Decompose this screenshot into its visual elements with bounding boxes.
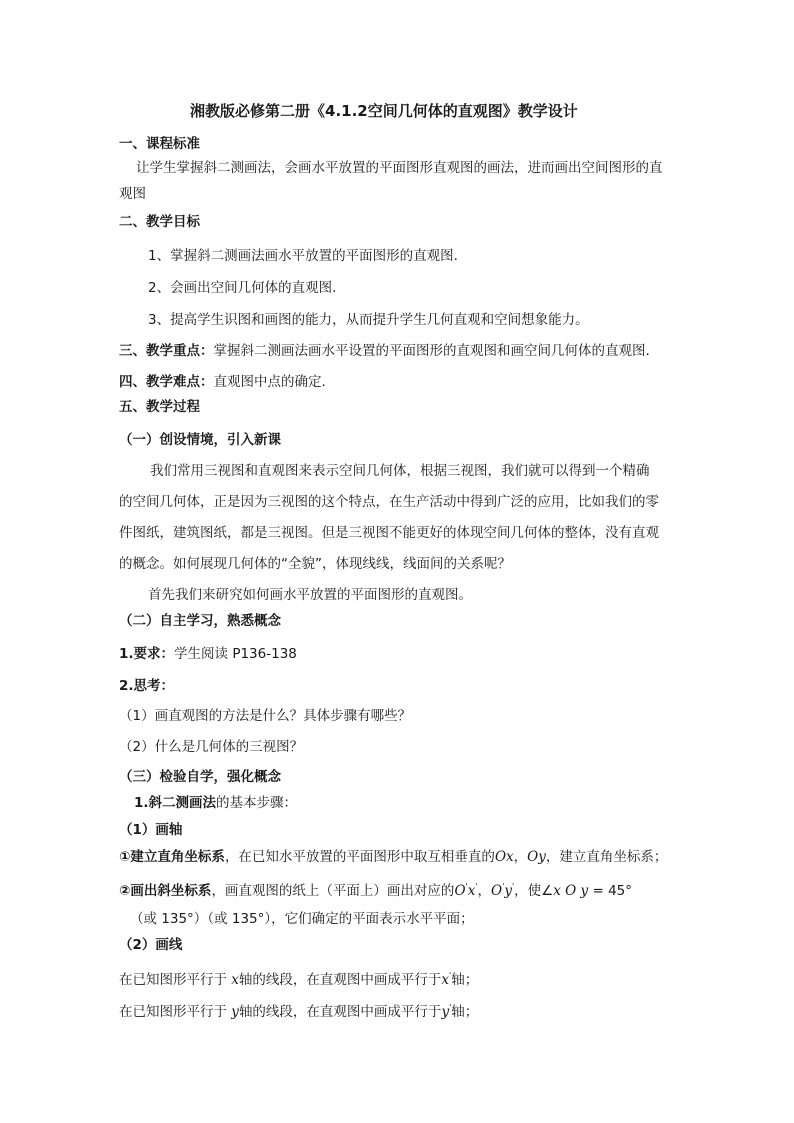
axis-o: O <box>491 883 503 899</box>
step-1-bold: ①建立直角坐标系 <box>119 849 225 865</box>
section-1-heading: 一、课程标准 <box>119 136 200 152</box>
requirement-label: 1.要求： <box>119 646 175 662</box>
step-2-line-2: （或 135°）（或 135°），它们确定的平面表示水平平面； <box>130 911 474 927</box>
var-x-prime: x <box>441 972 450 988</box>
axis-oy: Oy <box>527 849 546 865</box>
method-heading <box>134 793 297 813</box>
step-1-text: ，在已知水平放置的平面图形中取互相垂直的 <box>224 849 495 865</box>
paragraph-line: 件图纸，建筑图纸，都是三视图。但是三视图不能更好的体现空间几何体的整体，没有直观 <box>119 525 659 541</box>
section-1-text-line-2: 观图 <box>119 186 146 202</box>
step-2-c: ，使∠ <box>514 883 554 899</box>
section-5-heading: 五、教学过程 <box>119 399 200 415</box>
axis-heading: （1）画轴 <box>119 822 183 838</box>
axis-y-prime: y <box>504 883 512 899</box>
step-1-end: ，建立直角坐标系； <box>545 849 668 865</box>
paragraph-line: 首先我们来研究如何画水平放置的平面图形的直观图。 <box>148 587 472 603</box>
section-1-text-line-1: 让学生掌握斜二测画法，会画水平放置的平面图形直观图的画法，进而画出空间图形的直 <box>136 160 663 176</box>
var-y-prime: y <box>441 1004 450 1020</box>
document-title: 湘教版必修第二册《4.1.2空间几何体的直观图》教学设计 <box>190 102 578 120</box>
rule-x-a: 在已知图形平行于 <box>119 972 232 988</box>
goal-item: 2、会画出空间几何体的直观图. <box>148 280 337 296</box>
step-2-bold: ②画出斜坐标系 <box>119 883 212 899</box>
rule-y-b: 轴的线段，在直观图中画成平行于 <box>238 1004 442 1020</box>
part-1-heading: （一）创设情境，引入新课 <box>119 432 281 448</box>
section-4-heading: 四、教学难点： <box>119 374 214 390</box>
method-rest: 的基本步骤： <box>216 795 298 811</box>
rule-x-b: 轴的线段，在直观图中画成平行于 <box>238 972 442 988</box>
line-heading: （2）画线 <box>119 937 183 953</box>
rule-x: 在已知图形平行于 x轴的线段，在直观图中画成平行于x'轴； <box>119 971 479 988</box>
angle-value: = 45° <box>588 883 632 899</box>
section-3-heading: 三、教学重点： <box>119 343 214 359</box>
part-3-heading: （三）检验自学，强化概念 <box>119 769 281 785</box>
paragraph-line: 的空间几何体，正是因为三视图的这个特点，在生产活动中得到广泛的应用，比如我们的零 <box>119 494 659 510</box>
think-label: 2.思考： <box>119 678 175 694</box>
method-name: 斜二测画法 <box>148 795 217 811</box>
section-4 <box>119 372 326 392</box>
section-2-heading: 二、教学目标 <box>119 214 200 230</box>
goal-item: 1、掌握斜二测画法画水平放置的平面图形的直观图. <box>148 248 458 264</box>
angle-expression: x O y <box>553 883 589 899</box>
rule-y-c: 轴； <box>451 1004 479 1020</box>
separator: ， <box>477 883 492 899</box>
rule-y: 在已知图形平行于 y轴的线段，在直观图中画成平行于y'轴； <box>119 1003 479 1020</box>
paragraph-line: 我们常用三视图和直观图来表示空间几何体，根据三视图，我们就可以得到一个精确 <box>150 463 650 479</box>
step-2: ②画出斜坐标系，画直观图的纸上（平面上）画出对应的O'x'，O'y'，使∠x O y = 45° <box>119 882 632 899</box>
question-1: （1）画直观图的方法是什么？具体步骤有哪些？ <box>119 708 412 724</box>
requirement <box>119 644 297 664</box>
goal-item: 3、提高学生识图和画图的能力，从而提升学生几何直观和空间想象能力。 <box>148 312 589 328</box>
var-x: x <box>231 972 239 988</box>
rule-y-a: 在已知图形平行于 <box>119 1004 232 1020</box>
question-2: （2）什么是几何体的三视图？ <box>119 739 304 755</box>
axis-o: O <box>454 883 466 899</box>
part-2-heading: （二）自主学习，熟悉概念 <box>119 613 281 629</box>
axis-ox: Ox <box>494 849 514 865</box>
section-3 <box>119 341 650 361</box>
rule-x-c: 轴； <box>451 972 479 988</box>
step-2-text: ，画直观图的纸上（平面上）画出对应的 <box>211 883 455 899</box>
separator: ， <box>513 849 528 865</box>
axis-x-prime: x <box>467 883 476 899</box>
paragraph-line: 的概念。如何展现几何体的“全貌”，体现线线，线面间的关系呢？ <box>119 556 511 572</box>
step-1 <box>119 847 667 867</box>
section-3-text: 掌握斜二测画法画水平设置的平面图形的直观图和画空间几何体的直观图. <box>213 343 650 359</box>
method-number: 1. <box>134 795 149 811</box>
var-y: y <box>231 1004 239 1020</box>
requirement-text: 学生阅读 P136-138 <box>174 646 297 662</box>
section-4-text: 直观图中点的确定. <box>213 374 326 390</box>
